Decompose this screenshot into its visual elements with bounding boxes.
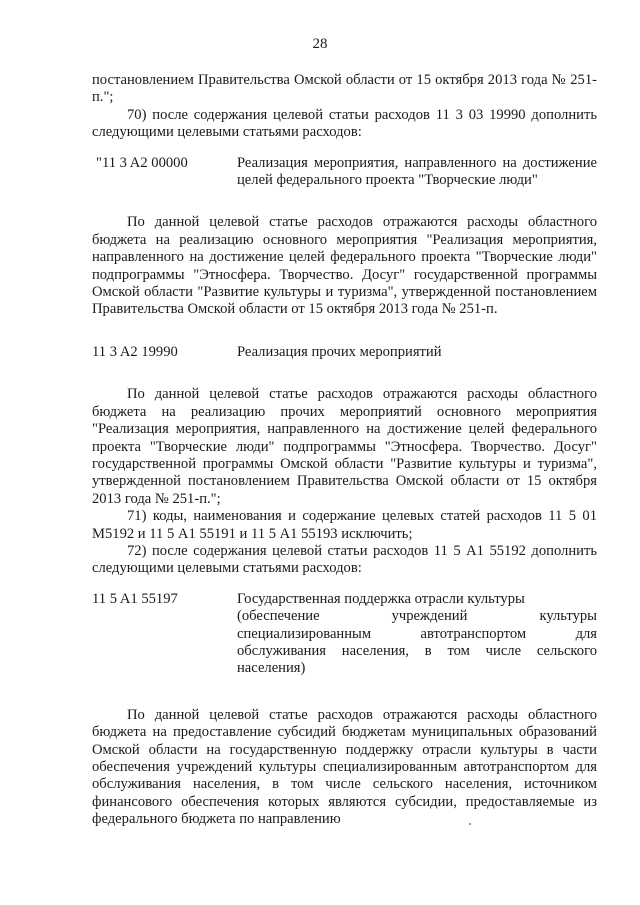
budget-article-name-line: Государственная поддержка отрасли культуры: [237, 590, 525, 607]
paragraph-continuation: постановлением Правительства Омской области от 15 октября 2013 года № 251-п.";: [92, 72, 597, 106]
budget-article-code: 11 3 A2 19990: [92, 343, 178, 360]
budget-article-name: Реализация мероприятия, направленного на достижение целей федерального проекта "Творческие люди": [237, 154, 597, 189]
budget-article-code: 11 5 A1 55197: [92, 590, 178, 607]
document-body: [92, 72, 597, 829]
paragraph-description: По данной целевой статье расходов отражаются расходы областного бюджета на реализацию прочих мероприятий основного мероприятия "Реализация мероприятия, направленного на достижение целей федерального проекта "Творческие люди" подпрограммы "Этносфера. Творчество. Досуг" государственной программы Омской области "Развитие культуры и туризма", утвержденной постановлением Правительства Омской области от 15 октября 2013 года № 251-п.";: [92, 386, 597, 507]
budget-article-name: Реализация прочих мероприятий: [237, 343, 442, 360]
paragraph-description: По данной целевой статье расходов отражаются расходы областного бюджета на предоставление субсидий бюджетам муниципальных образований Омской области на государственную поддержку отрасли культуры в части обеспечения учреждений культуры специализированным автотранспортом для обслуживания населения, в том числе сельского населения, источником финансового обеспечения которых являются субсидии, предоставляемые из федерального бюджета по направлению: [92, 706, 597, 828]
paragraph-item-71: 71) коды, наименования и содержание целевых статей расходов 11 5 01 M5192 и 11 5 A1 55191 и 11 5 A1 55193 исключить;: [92, 508, 597, 542]
paragraph-item-70: 70) после содержания целевой статьи расходов 11 3 03 19990 дополнить следующими целевыми статьями расходов:: [92, 106, 597, 141]
budget-article-name: [237, 591, 597, 678]
budget-article-code: "11 3 A2 00000: [96, 154, 188, 171]
budget-article-entry: [92, 591, 597, 678]
paragraph-description: По данной целевой статье расходов отражаются расходы областного бюджета на реализацию основного мероприятия "Реализация мероприятия, направленного на достижение целей федерального проекта "Творческие люди" подпрограммы "Этносфера. Творчество. Досуг" государственной программы Омской области "Развитие культуры и туризма", утвержденной постановлением Правительства Омской области от 15 октября 2013 года № 251-п.: [92, 214, 597, 318]
budget-article-entry: [92, 344, 597, 361]
page-number: 28: [312, 36, 328, 52]
budget-article-entry: [92, 155, 597, 190]
paragraph-item-72: 72) после содержания целевой статьи расходов 11 5 A1 55192 дополнить следующими целевыми статьями расходов:: [92, 542, 597, 577]
budget-article-name-rest: (обеспечение учреждений культуры специализированным автотранспортом для обслуживания населения, в том числе сельского населения): [237, 608, 597, 677]
scan-speck: [469, 823, 471, 825]
